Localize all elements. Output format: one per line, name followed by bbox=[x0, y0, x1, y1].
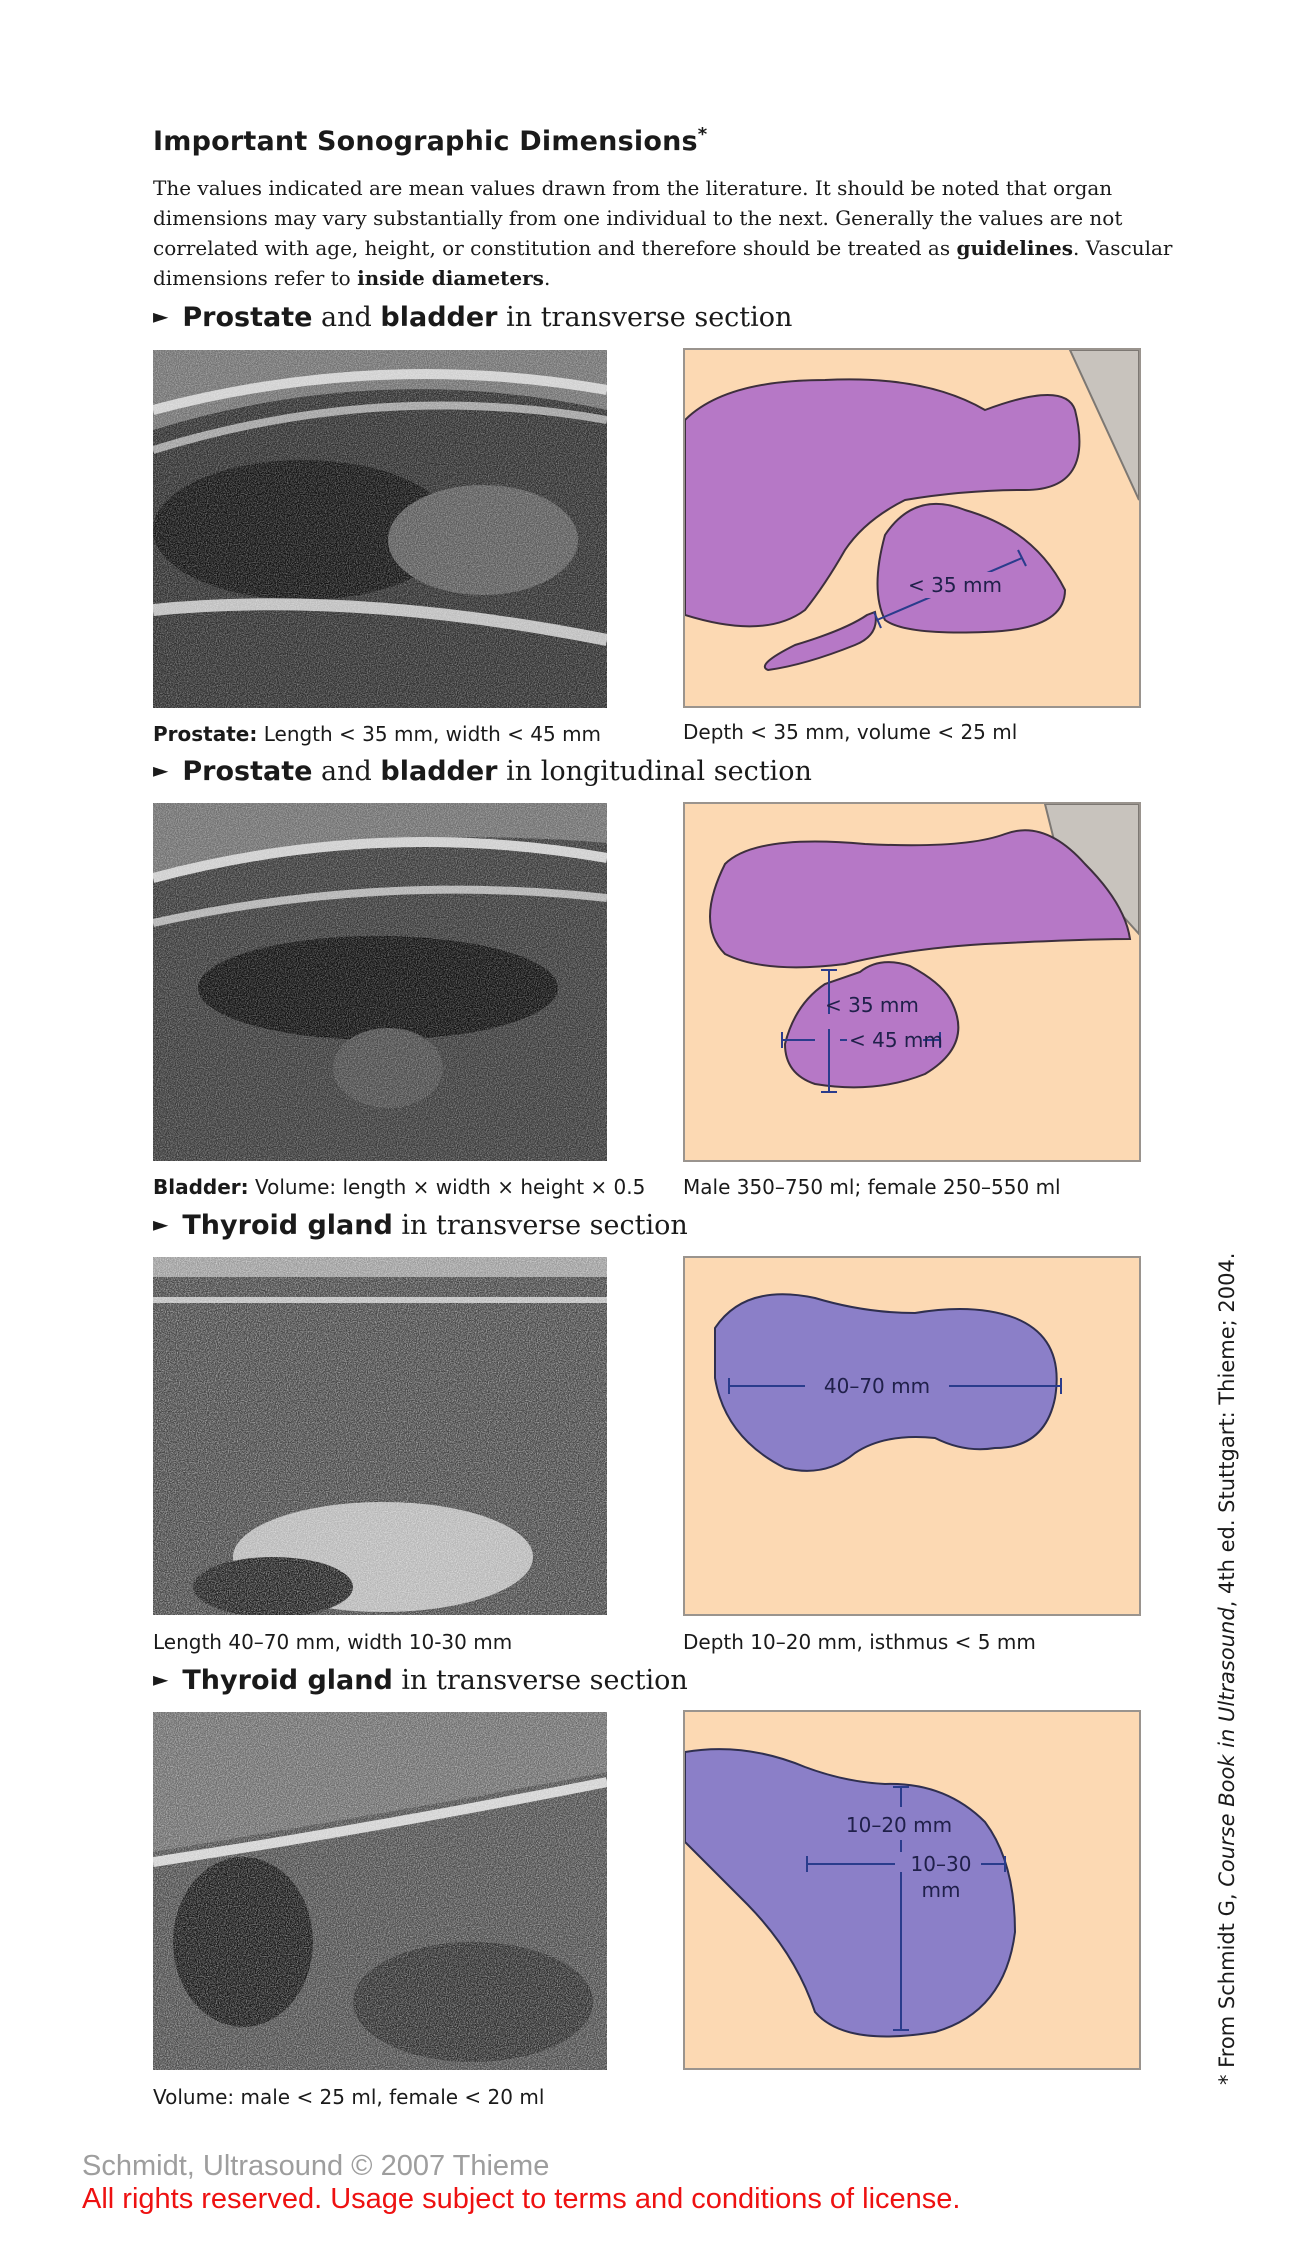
source-credit: * From Schmidt G, Course Book in Ultrasound, 4th ed. Stuttgart: Thieme; 2004. bbox=[1215, 1252, 1239, 2085]
ultrasound-image-thyroid-transverse-2 bbox=[153, 1712, 607, 2070]
measure-label-depth: < 35 mm bbox=[908, 573, 1002, 597]
section-heading-prostate-transverse: ► Prostate and bladder in transverse section bbox=[153, 302, 793, 333]
measure-label-depth: 10–20 mm bbox=[845, 1813, 953, 1837]
ultrasound-image-prostate-transverse bbox=[153, 350, 607, 708]
section-heading-prostate-longitudinal: ► Prostate and bladder in longitudinal section bbox=[153, 756, 812, 787]
diagram-prostate-transverse bbox=[683, 348, 1141, 708]
ultrasound-image-thyroid-transverse-1 bbox=[153, 1257, 607, 1615]
caption-prostate-transverse-right: Depth < 35 mm, volume < 25 ml bbox=[683, 720, 1018, 744]
copyright-notice: Schmidt, Ultrasound © 2007 Thieme bbox=[82, 2150, 550, 2182]
measure-label-depth: < 35 mm bbox=[825, 993, 919, 1017]
section-heading-thyroid-transverse-1: ► Thyroid gland in transverse section bbox=[153, 1210, 688, 1241]
caption-prostate-longitudinal-right: Male 350–750 ml; female 250–550 ml bbox=[683, 1175, 1061, 1199]
diagram-thyroid-transverse-2 bbox=[683, 1710, 1141, 2070]
measure-label-width: 10–30 bbox=[910, 1852, 972, 1876]
measure-label-width: < 45 mm bbox=[849, 1028, 943, 1052]
intro-paragraph: The values indicated are mean values drawn from the literature. It should be noted that organ dimensions may vary substantially from one individual to the next. Generally the values are not correlated with age, height, or constitution and therefore should be treated as guidelines. Vascular dimensions refer to inside diameters. bbox=[153, 176, 1173, 290]
ultrasound-image-prostate-longitudinal bbox=[153, 803, 607, 1161]
caption-thyroid-1-left: Length 40–70 mm, width 10-30 mm bbox=[153, 1630, 513, 1654]
caption-prostate-transverse-left: Prostate: Length < 35 mm, width < 45 mm bbox=[153, 722, 602, 746]
caption-prostate-longitudinal-left: Bladder: Volume: length × width × height × 0.5 bbox=[153, 1175, 646, 1199]
measure-label-length: 40–70 mm bbox=[823, 1374, 931, 1398]
caption-thyroid-1-right: Depth 10–20 mm, isthmus < 5 mm bbox=[683, 1630, 1036, 1654]
measure-label-width-unit: mm bbox=[921, 1878, 961, 1902]
page-title: Important Sonographic Dimensions* bbox=[153, 124, 708, 157]
diagram-thyroid-transverse-1 bbox=[683, 1256, 1141, 1616]
caption-thyroid-2-left: Volume: male < 25 ml, female < 20 ml bbox=[153, 2085, 545, 2109]
section-heading-thyroid-transverse-2: ► Thyroid gland in transverse section bbox=[153, 1665, 688, 1696]
license-notice: All rights reserved. Usage subject to terms and conditions of license. bbox=[82, 2183, 961, 2215]
diagram-prostate-longitudinal bbox=[683, 802, 1141, 1162]
